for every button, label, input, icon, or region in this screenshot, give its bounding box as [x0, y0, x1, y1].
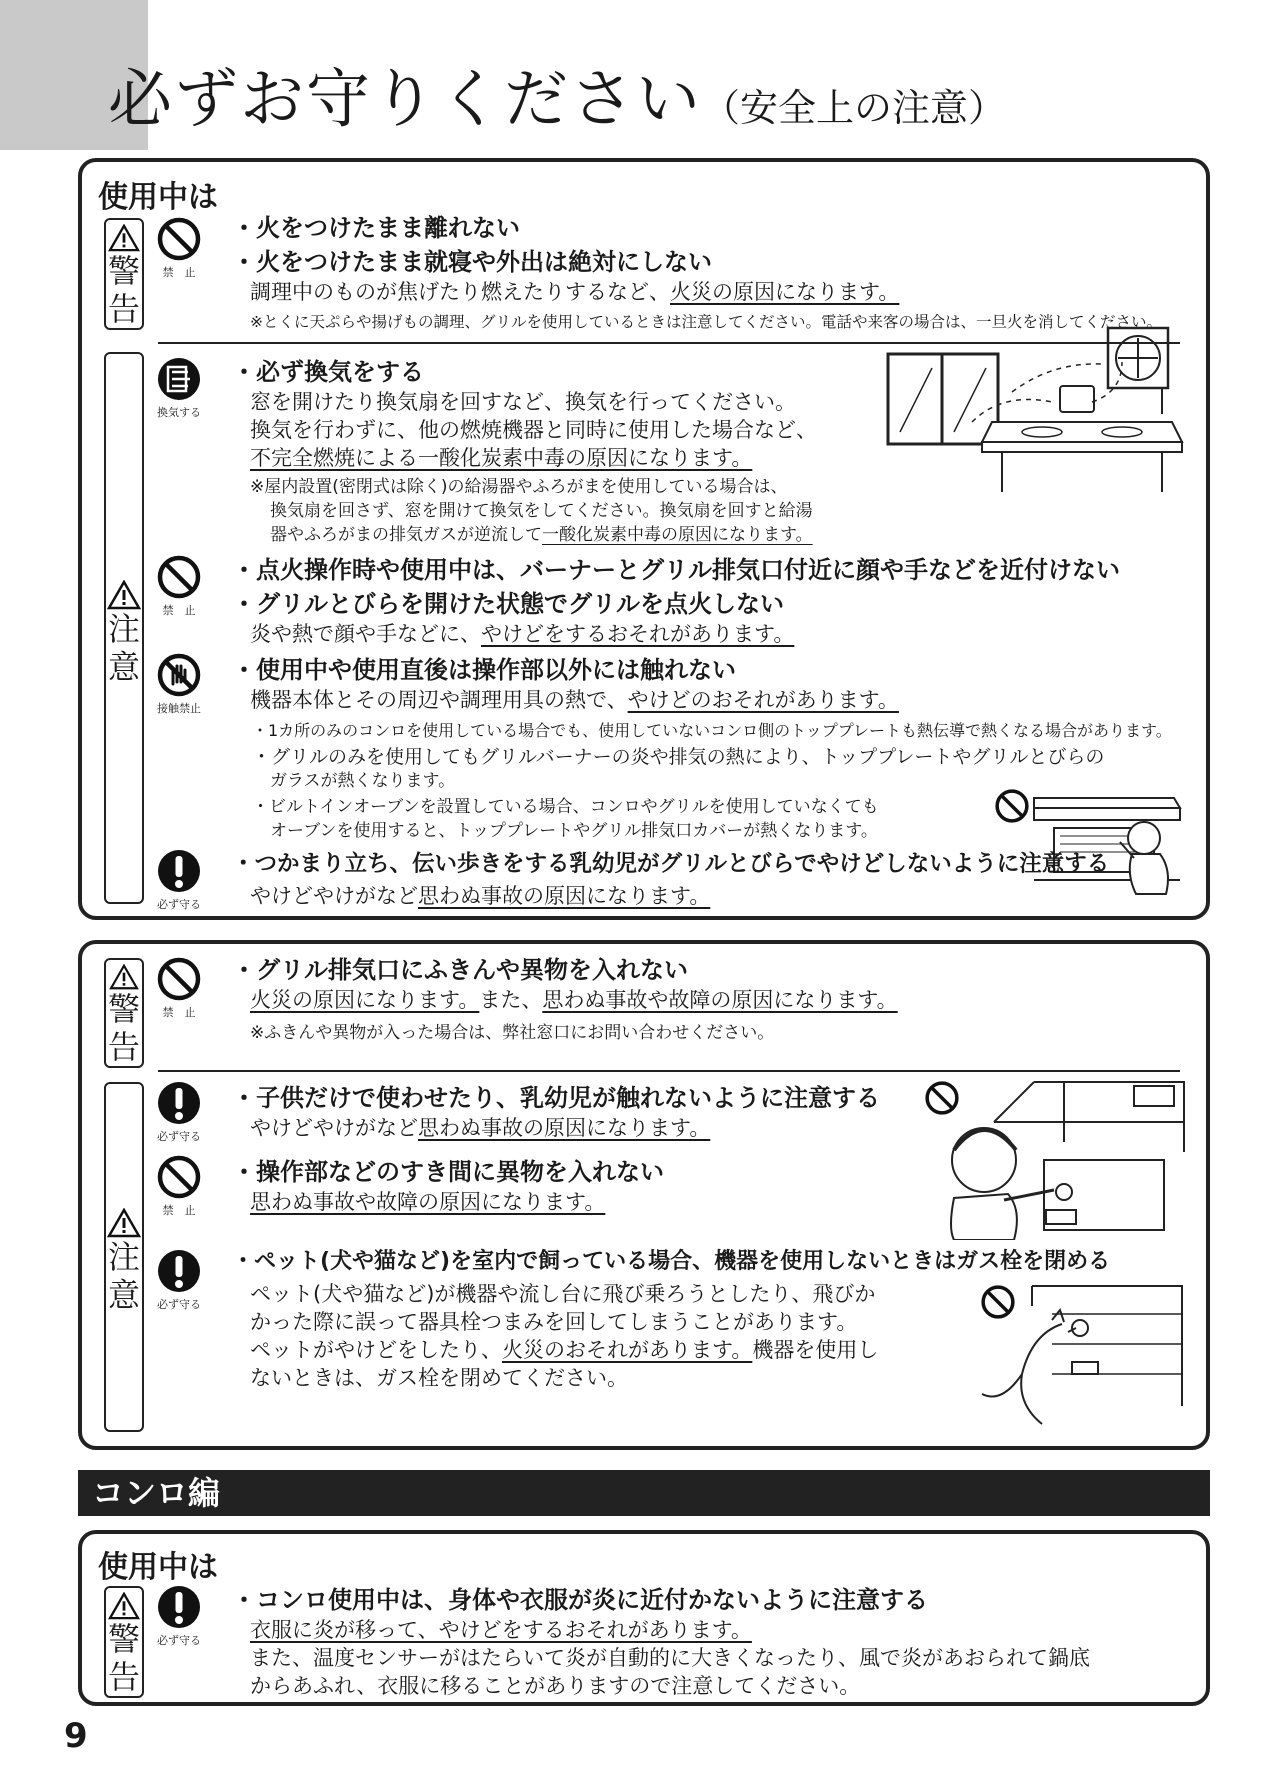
- panel-general: [78, 940, 1210, 1450]
- icon-caption: 必ず守る: [157, 1298, 201, 1311]
- page-title: [108, 63, 1007, 137]
- must-icon: [144, 1080, 214, 1144]
- warning-label: [104, 218, 144, 330]
- prohibit-icon: [144, 956, 214, 1020]
- icon-caption: 必ず守る: [157, 898, 201, 911]
- text-span-underline: 火災のおそれがあります。: [502, 1338, 753, 1362]
- warning-text: [250, 984, 898, 1014]
- cat-knob-illustration: [972, 1284, 1192, 1434]
- warning-note: ※ふきんや異物が入った場合は、弊社窓口にお問い合わせください。: [250, 1023, 775, 1043]
- text-span: 機器本体とその周辺や調理用具の熱で、: [250, 688, 628, 712]
- prohibit-icon: [144, 554, 214, 618]
- panel-heading: 使用中は: [98, 180, 218, 215]
- icon-caption: 禁 止: [162, 1006, 196, 1019]
- level-char: 注: [107, 610, 140, 648]
- text-span-underline: やけどのおそれがあります。: [627, 688, 899, 712]
- warning-text: [250, 276, 899, 306]
- text-span: 器やふろがまの排気ガスが逆流して: [270, 525, 542, 545]
- caution-text: [250, 1334, 878, 1364]
- must-icon: [144, 1248, 214, 1312]
- icon-caption: 必ず守る: [157, 1130, 201, 1143]
- title-main: 必ずお守りください: [108, 63, 702, 137]
- caution-text: ・使用中や使用直後は操作部以外には触れない: [232, 656, 736, 684]
- icon-caption: 禁 止: [162, 1204, 196, 1217]
- warning-text: ・コンロ使用中は、身体や衣服が炎に近付かないように注意する: [232, 1586, 928, 1614]
- text-span-underline: 一酸化炭素中毒の原因になります。: [542, 525, 813, 545]
- divider: [158, 1070, 1180, 1072]
- level-char: 告: [107, 1028, 140, 1066]
- ventilation-illustration: [882, 322, 1192, 497]
- caution-text: かった際に誤って器具栓つまみを回してしまうことがあります。: [250, 1310, 858, 1334]
- panel-in-use: [78, 158, 1210, 920]
- prohibit-icon: [994, 788, 1030, 824]
- warning-label: [104, 1586, 144, 1698]
- text-span-underline: 思わぬ事故や故障の原因になります。: [542, 988, 898, 1012]
- text-span: また、: [479, 988, 543, 1012]
- text-span-underline: 火災の原因になります。: [670, 280, 900, 304]
- section-bar: コンロ編: [78, 1470, 1210, 1516]
- icon-caption: 必ず守る: [157, 1634, 201, 1647]
- panel-stove-in-use: [78, 1530, 1210, 1706]
- caution-note: ※屋内設置(密閉式は除く)の給湯器やふろがまを使用している場合は、: [250, 477, 788, 497]
- level-char: 注: [107, 1238, 140, 1276]
- caution-text: [250, 1112, 710, 1142]
- caution-text: ・操作部などのすき間に異物を入れない: [232, 1158, 664, 1186]
- caution-triangle-icon: [107, 580, 141, 610]
- text-span: ペットがやけどをしたり、: [250, 1338, 502, 1362]
- text-span-underline: やけどをするおそれがあります。: [481, 622, 795, 646]
- text-span: 調理中のものが焦げたり燃えたりするなど、: [250, 280, 670, 304]
- caution-text: [250, 618, 794, 648]
- text-span-underline: 思わぬ事故の原因になります。: [418, 1116, 711, 1140]
- caution-text: ・グリルとびらを開けた状態でグリルを点火しない: [232, 590, 784, 618]
- caution-note: ・1カ所のみのコンロを使用している場合でも、使用していないコンロ側のトッププレートも熱伝導で熱くなる場合があります。: [252, 721, 1172, 740]
- caution-label: [104, 1082, 144, 1432]
- caution-text: ・必ず換気をする: [232, 358, 424, 386]
- level-char: 警: [107, 990, 140, 1028]
- caution-text: [250, 684, 899, 714]
- caution-text: [250, 880, 710, 910]
- icon-caption: 接触禁止: [157, 702, 201, 715]
- warning-text: からあふれ、衣服に移ることがありますので注意してください。: [250, 1674, 861, 1698]
- must-icon: [144, 848, 214, 912]
- level-char: 警: [107, 252, 140, 290]
- level-char: 意: [107, 1276, 140, 1314]
- icon-caption: 禁 止: [162, 266, 196, 279]
- warning-triangle-icon: [107, 224, 141, 252]
- warning-text: ・火をつけたまま就寝や外出は絶対にしない: [232, 248, 712, 276]
- text-span: やけどやけがなど: [250, 1116, 418, 1140]
- caution-text: 換気を行わずに、他の燃焼機器と同時に使用した場合など、: [250, 418, 817, 442]
- caution-text: ないときは、ガス栓を閉めてください。: [250, 1366, 628, 1390]
- warning-text: ・火をつけたまま離れない: [232, 214, 520, 242]
- prohibit-icon: [144, 1154, 214, 1218]
- no-touch-icon: [144, 652, 214, 716]
- caution-note: 換気扇を回さず、窓を開けて換気をしてください。換気扇を回すと給湯: [270, 501, 813, 521]
- icon-caption: 禁 止: [162, 604, 196, 617]
- text-span-underline: 火災の原因になります。: [250, 988, 480, 1012]
- caution-label: [104, 352, 144, 904]
- caution-text: ・子供だけで使わせたり、乳幼児が触れないように注意する: [232, 1084, 880, 1112]
- caution-note: ガラスが熱くなります。: [270, 771, 456, 791]
- ventilate-icon: [144, 356, 214, 420]
- caution-text-underline: 不完全燃焼による一酸化炭素中毒の原因になります。: [250, 446, 753, 470]
- caution-note: ・ビルトインオーブンを設置している場合、コンロやグリルを使用していなくても: [252, 797, 879, 817]
- warning-note: ※とくに天ぷらや揚げもの調理、グリルを使用しているときは注意してください。電話や来客の場合は、一旦火を消してください。: [250, 313, 1162, 331]
- must-icon: [144, 1584, 214, 1648]
- caution-text: ・点火操作時や使用中は、バーナーとグリル排気口付近に顔や手などを近付けない: [232, 556, 1120, 584]
- caution-text: 窓を開けたり換気扇を回すなど、換気を行ってください。: [250, 390, 796, 414]
- caution-note: オーブンを使用すると、トッププレートやグリル排気口カバーが熱くなります。: [270, 821, 878, 841]
- icon-caption: 換気する: [157, 406, 201, 419]
- level-char: 警: [107, 1620, 140, 1658]
- caution-text: ペット(犬や猫など)が機器や流し台に飛び乗ろうとしたり、飛びか: [250, 1282, 876, 1306]
- level-char: 告: [107, 290, 140, 328]
- caution-text: ・つかまり立ち、伝い歩きをする乳幼児がグリルとびらでやけどしないように注意する: [232, 851, 1110, 877]
- text-span-underline: 思わぬ事故の原因になります。: [418, 884, 711, 908]
- caution-triangle-icon: [107, 1208, 141, 1238]
- panel-heading: 使用中は: [98, 1550, 218, 1585]
- warning-triangle-icon: [107, 964, 141, 990]
- warning-text: ・グリル排気口にふきんや異物を入れない: [232, 956, 688, 984]
- warning-text-underline: 衣服に炎が移って、やけどをするおそれがあります。: [250, 1618, 752, 1642]
- level-char: 告: [107, 1658, 140, 1696]
- text-span: やけどやけがなど: [250, 884, 418, 908]
- warning-text: また、温度センサーがはたらいて炎が自動的に大きくなったり、風で炎があおられて鍋底: [250, 1646, 1090, 1670]
- caution-text-underline: 思わぬ事故や故障の原因になります。: [250, 1190, 606, 1214]
- child-knob-illustration: [934, 1080, 1194, 1240]
- level-char: 意: [107, 648, 140, 686]
- title-sub: （安全上の注意）: [702, 86, 1007, 130]
- page-number: 9: [64, 1716, 88, 1756]
- caution-note: ・グリルのみを使用してもグリルバーナーの炎や排気の熱により、トッププレートやグリルとびらの: [252, 746, 1105, 768]
- prohibit-icon: [144, 216, 214, 280]
- warning-label: [104, 958, 144, 1068]
- text-span: 炎や熱で顔や手などに、: [250, 622, 481, 646]
- caution-note: [270, 520, 813, 545]
- text-span: 機器を使用し: [752, 1338, 879, 1362]
- warning-triangle-icon: [107, 1592, 141, 1620]
- caution-text: ・ペット(犬や猫など)を室内で飼っている場合、機器を使用しないときはガス栓を閉める: [232, 1249, 1111, 1274]
